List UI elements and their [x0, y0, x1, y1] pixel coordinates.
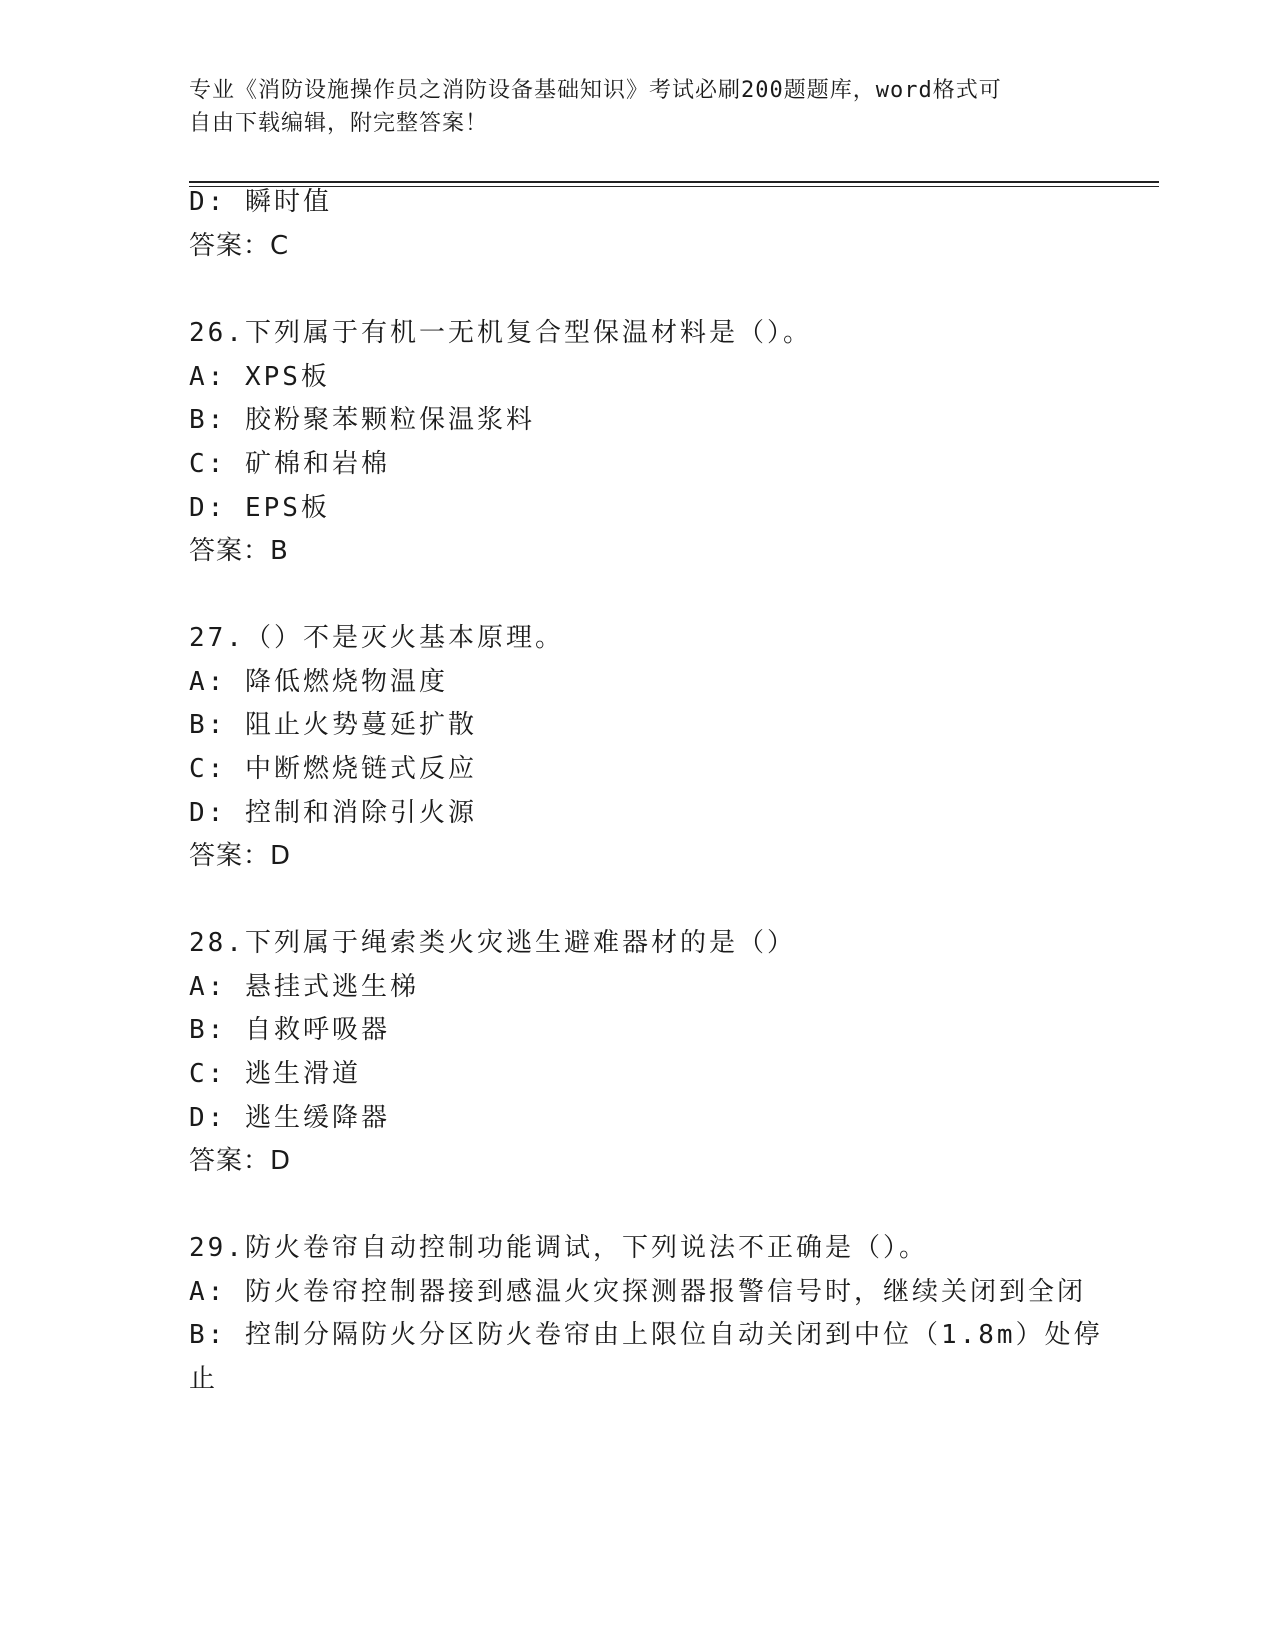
option-b-continuation: 止 — [189, 1364, 219, 1394]
header-divider-thick — [189, 181, 1159, 183]
option-d: D: EPS板 — [189, 493, 330, 523]
option-d: D: 瞬时值 — [189, 187, 332, 217]
option-a: A: XPS板 — [189, 362, 330, 392]
option-c: C: 矿棉和岩棉 — [189, 449, 390, 479]
option-a: A: 悬挂式逃生梯 — [189, 972, 419, 1002]
option-b: B: 控制分隔防火分区防火卷帘由上限位自动关闭到中位（1.8m）处停 — [189, 1320, 1103, 1350]
answer-line: 答案：D — [189, 1146, 292, 1176]
question-stem: 29.防火卷帘自动控制功能调试，下列说法不正确是（）。 — [189, 1233, 928, 1263]
question-stem: 26.下列属于有机一无机复合型保温材料是（）。 — [189, 318, 812, 348]
option-a: A: 防火卷帘控制器接到感温火灾探测器报警信号时，继续关闭到全闭 — [189, 1277, 1086, 1307]
option-b: B: 自救呼吸器 — [189, 1015, 390, 1045]
option-b: B: 阻止火势蔓延扩散 — [189, 710, 477, 740]
header-divider-thin — [189, 186, 1159, 187]
header-line-1: 专业《消防设施操作员之消防设备基础知识》考试必刷200题题库，word格式可 — [189, 78, 1002, 103]
option-a: A: 降低燃烧物温度 — [189, 667, 448, 697]
question-stem: 27.（）不是灭火基本原理。 — [189, 623, 564, 653]
answer-line: 答案：D — [189, 841, 292, 871]
question-stem: 28.下列属于绳索类火灾逃生避难器材的是（） — [189, 928, 796, 958]
answer-line: 答案：C — [189, 231, 290, 261]
option-b: B: 胶粉聚苯颗粒保温浆料 — [189, 405, 535, 435]
header-line-2: 自由下载编辑，附完整答案！ — [189, 111, 489, 136]
option-d: D: 逃生缓降器 — [189, 1103, 390, 1133]
answer-line: 答案：B — [189, 536, 289, 566]
document-header — [189, 74, 1089, 140]
option-d: D: 控制和消除引火源 — [189, 798, 477, 828]
option-c: C: 逃生滑道 — [189, 1059, 361, 1089]
option-c: C: 中断燃烧链式反应 — [189, 754, 477, 784]
